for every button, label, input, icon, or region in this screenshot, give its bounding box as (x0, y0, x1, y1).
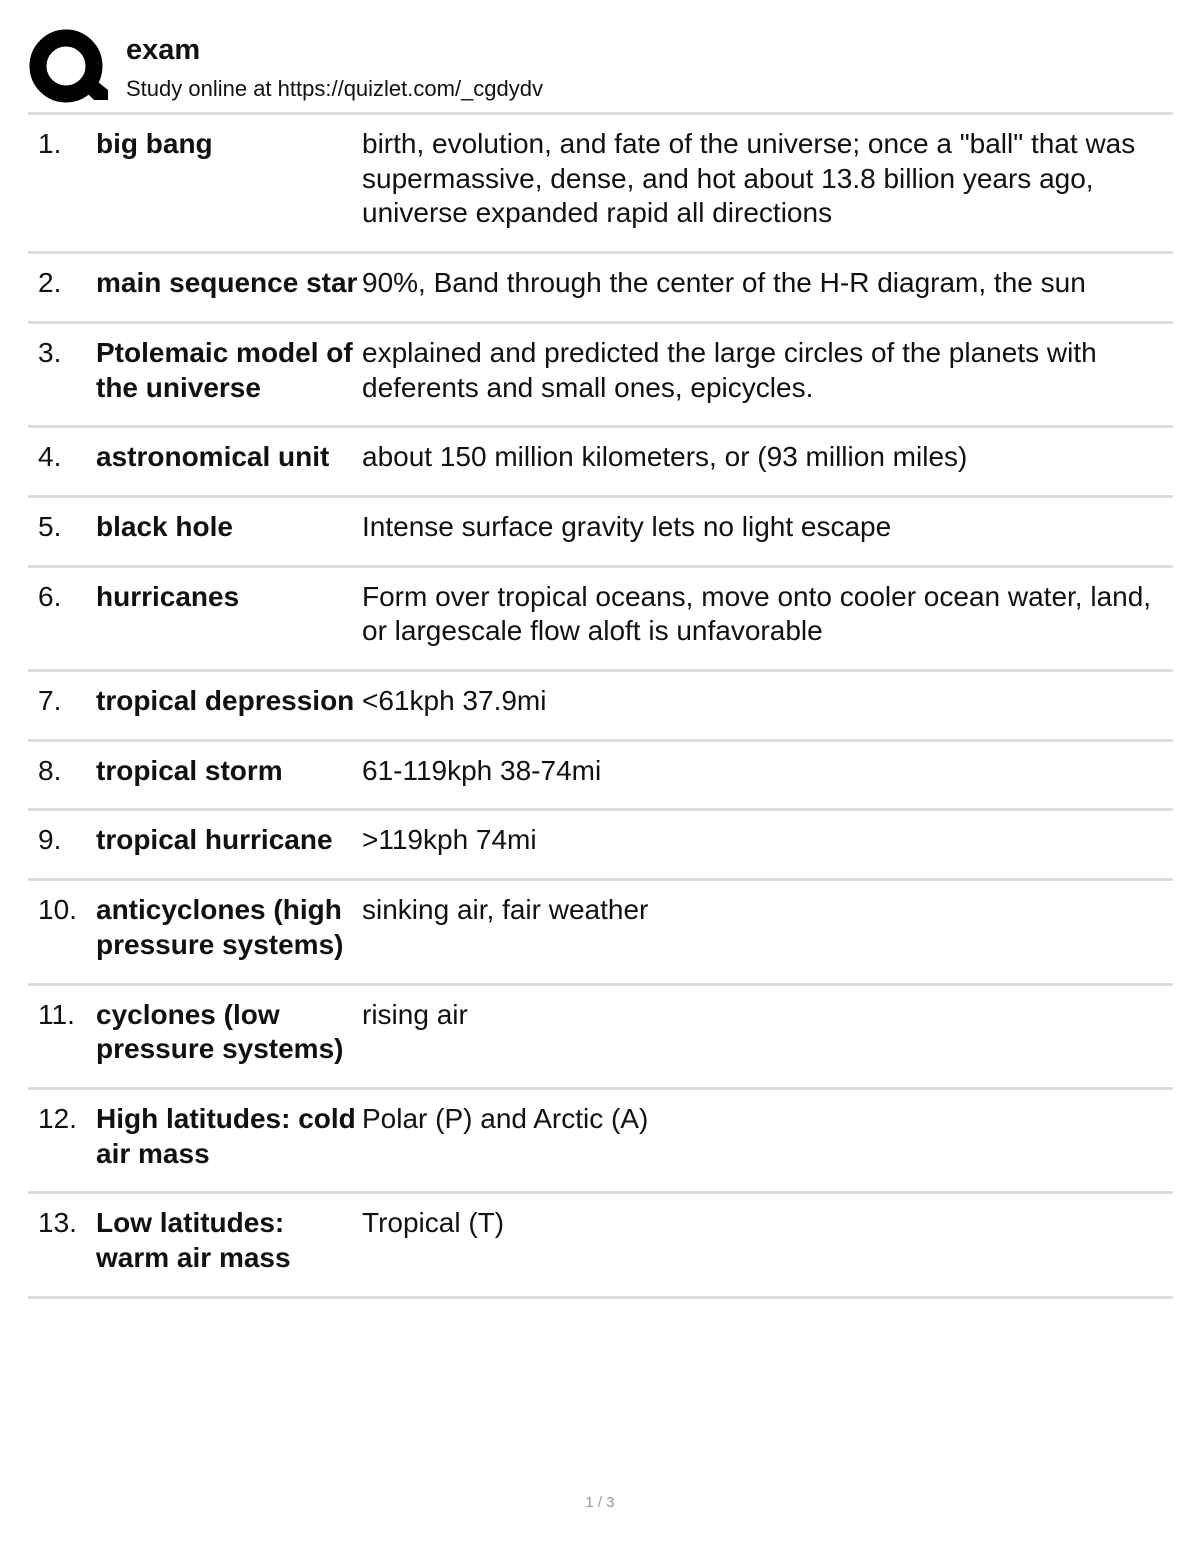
card-number: 1. (38, 128, 62, 159)
card-term: big bang (96, 128, 213, 159)
card-definition: Polar (P) and Arctic (A) (362, 1102, 649, 1134)
card-term: Low latitudes: warm air mass (96, 1207, 291, 1274)
page-number: 1 / 3 (585, 1494, 615, 1511)
card-definition: 90%, Band through the center of the H-R diagram, the sun (362, 267, 1086, 299)
table-row (28, 254, 1173, 324)
table-row (28, 324, 1173, 428)
card-definition: about 150 million kilometers, or (93 million miles) (362, 441, 968, 473)
card-definition: Intense surface gravity lets no light escape (362, 510, 892, 542)
table-row (28, 986, 1173, 1090)
card-term: astronomical unit (96, 441, 330, 473)
table-row (28, 498, 1173, 568)
card-definition: Tropical (T) (362, 1207, 505, 1239)
card-number: 13. (38, 1207, 77, 1239)
card-definition: rising air (362, 998, 468, 1030)
card-term: anticyclones (high pressure systems) (96, 894, 344, 960)
card-definition: Form over tropical oceans, move onto cooler ocean water, land, or largescale flow aloft is unfavorable (362, 580, 1152, 647)
table-row (28, 811, 1173, 881)
table-row (28, 568, 1173, 672)
card-term: cyclones (low pressure systems) (96, 998, 344, 1065)
table-row (28, 1090, 1173, 1194)
table-row (28, 742, 1173, 812)
card-number: 2. (38, 267, 62, 299)
card-definition: sinking air, fair weather (362, 894, 649, 926)
card-number: 4. (38, 441, 62, 473)
card-term: High latitudes: cold air mass (96, 1102, 356, 1169)
table-row (28, 1194, 1173, 1298)
card-number: 9. (38, 824, 62, 856)
card-term: main sequence star (96, 267, 358, 299)
document-header (28, 28, 1178, 108)
quizlet-logo-icon (28, 28, 108, 108)
card-number: 3. (38, 336, 62, 368)
card-definition: birth, evolution, and fate of the universe; once a "ball" that was supermassive, dense, and hot about 13.8 billion years ago, universe expanded rapid all directions (362, 128, 1136, 229)
card-definition: <61kph 37.9mi (362, 685, 547, 717)
card-term: black hole (96, 510, 233, 542)
card-number: 8. (38, 754, 62, 786)
card-term: hurricanes (96, 580, 240, 612)
card-term: Ptolemaic model of the universe (96, 336, 353, 403)
card-definition: explained and predicted the large circles of the planets with deferents and small ones, epicycles. (362, 336, 1097, 403)
flashcard-table (28, 112, 1173, 1299)
card-term: tropical depression (96, 685, 355, 717)
card-definition: >119kph 74mi (362, 824, 537, 856)
card-definition: 61-119kph 38-74mi (362, 754, 602, 786)
table-row (28, 428, 1173, 498)
card-number: 7. (38, 685, 62, 717)
table-row (28, 672, 1173, 742)
table-row (28, 115, 1173, 254)
document-title: exam (126, 34, 201, 66)
card-number: 12. (38, 1102, 77, 1134)
card-term: tropical storm (96, 754, 283, 786)
study-online-link[interactable]: Study online at https://quizlet.com/_cgdydv (126, 76, 544, 101)
table-row (28, 881, 1173, 985)
card-number: 5. (38, 510, 62, 542)
card-number: 10. (38, 894, 77, 926)
card-number: 6. (38, 580, 62, 612)
card-number: 11. (38, 998, 75, 1030)
card-term: tropical hurricane (96, 824, 333, 856)
